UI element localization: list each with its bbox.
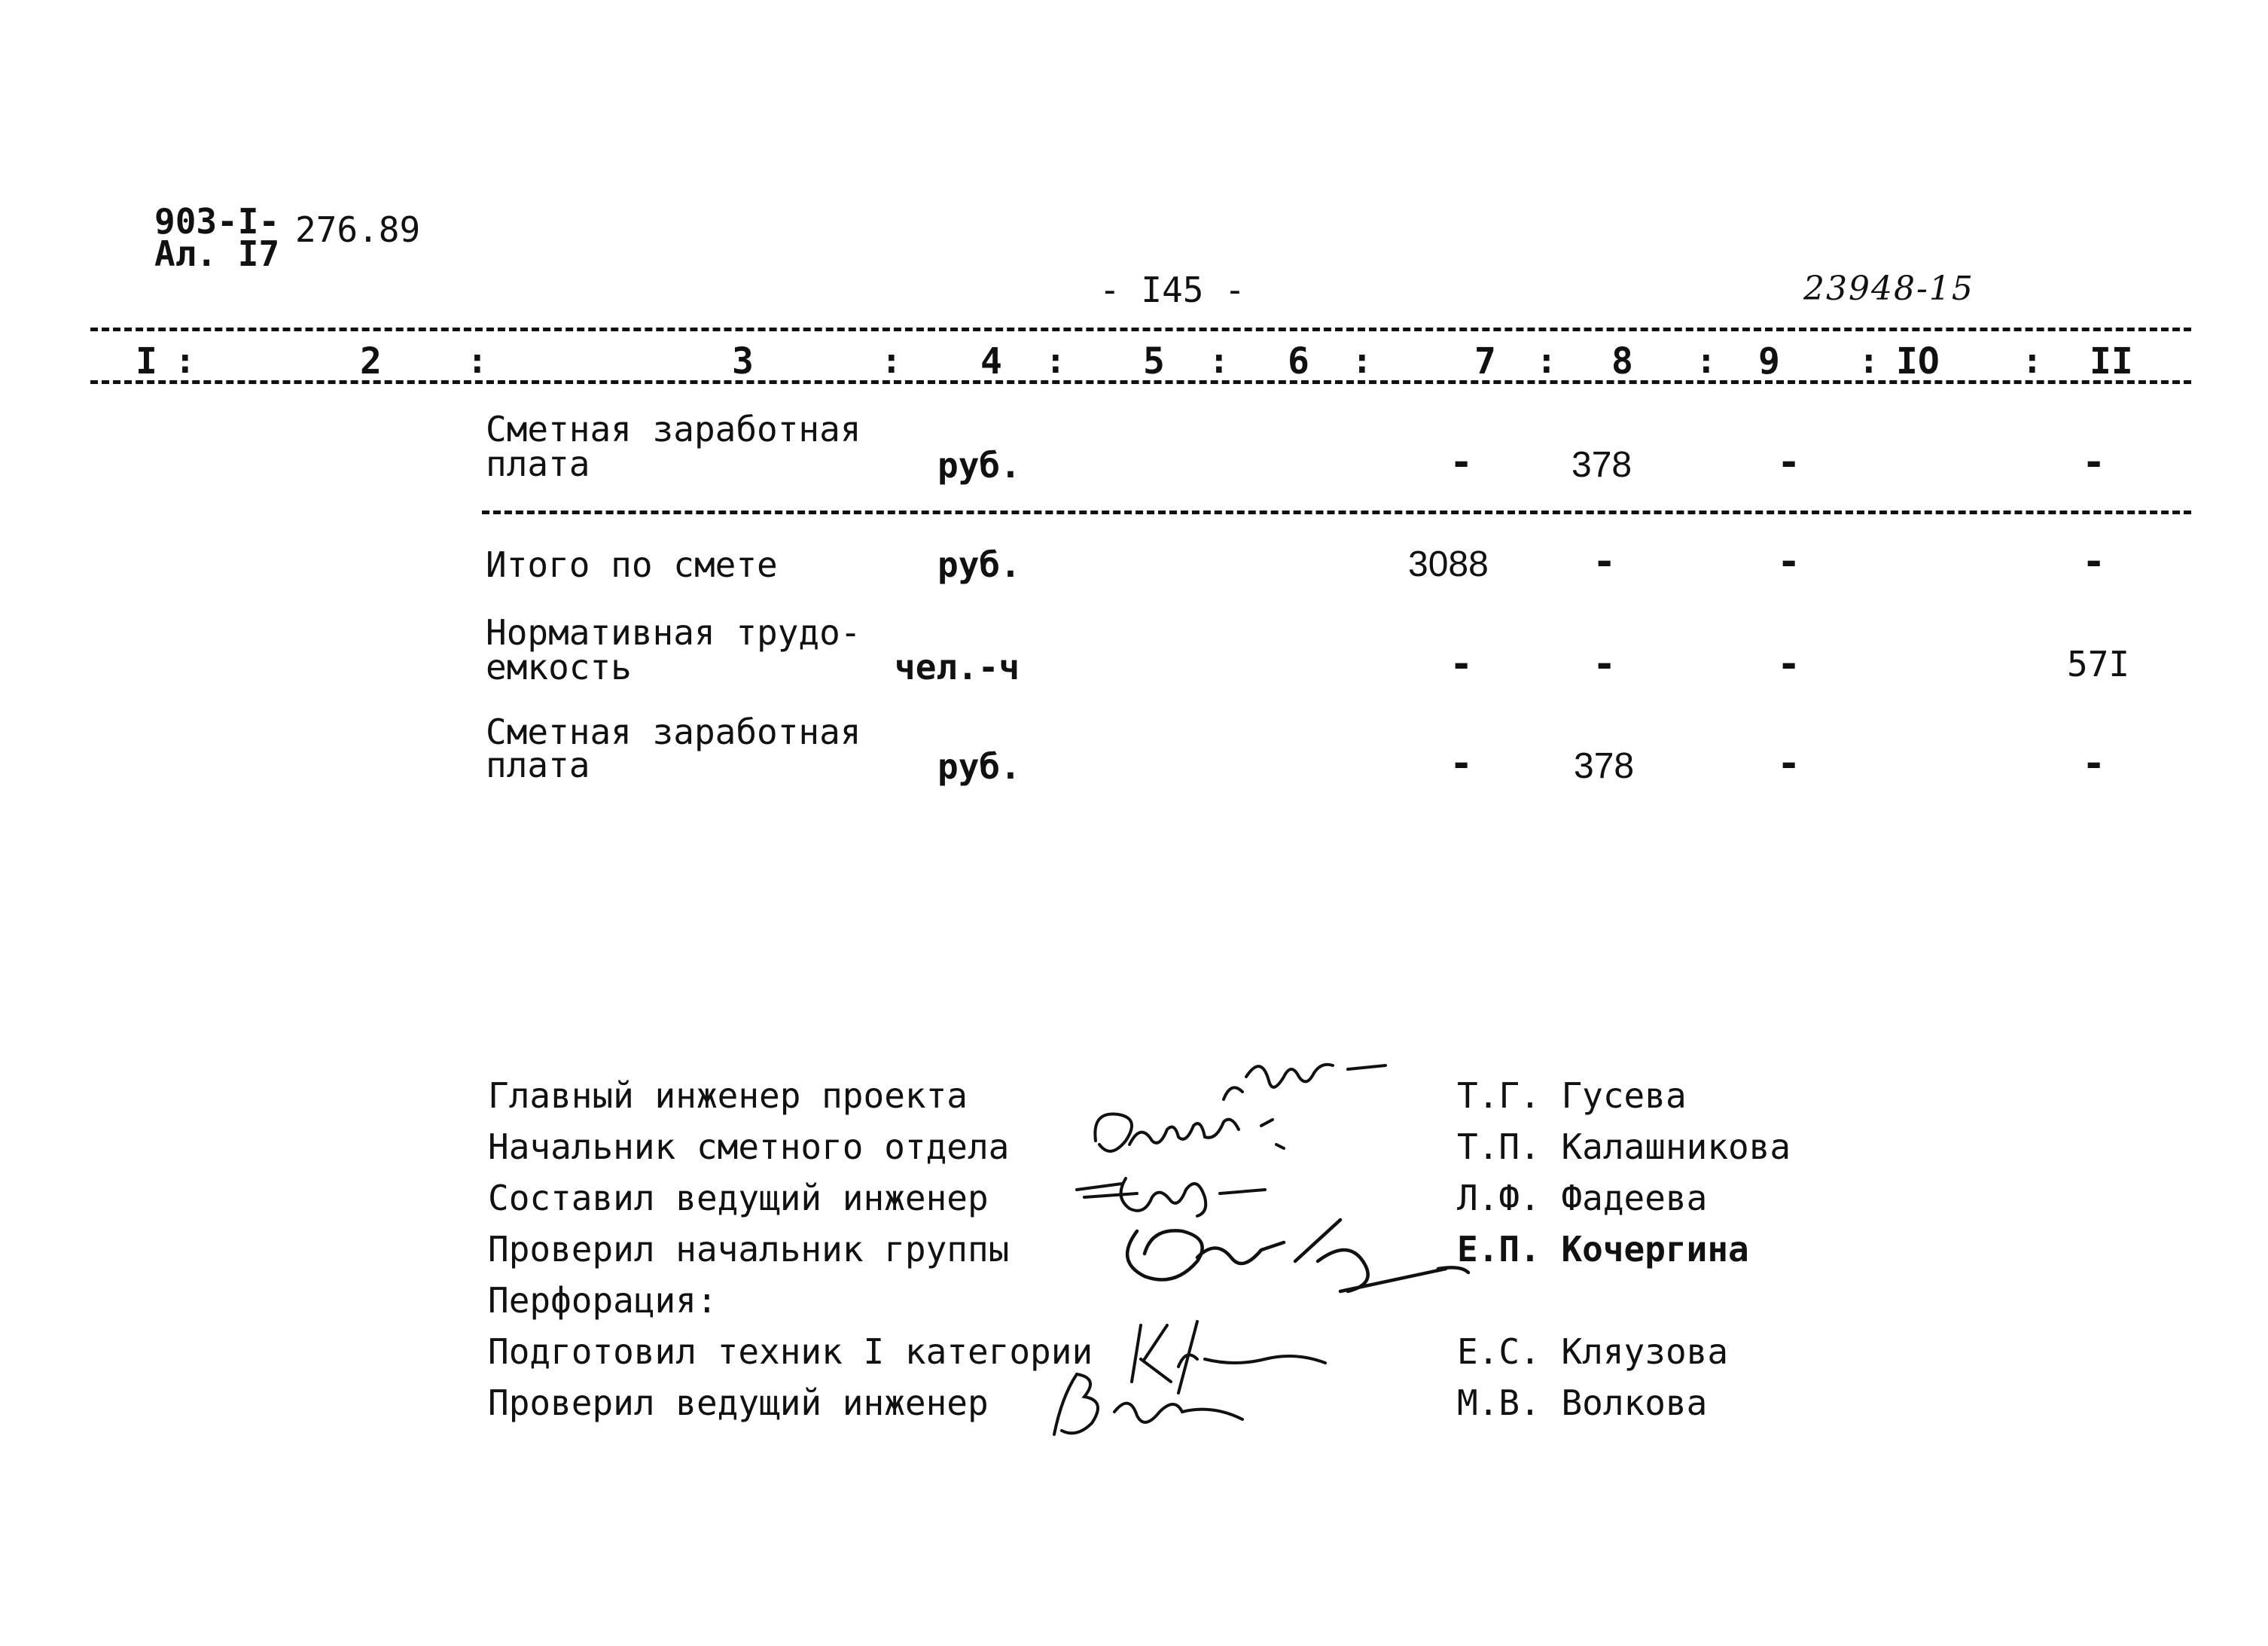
archive-number: 23948-15 [1803,270,1974,308]
sheet-label: Ал. I7 [154,233,280,274]
col-sep: : [1696,340,1717,381]
page-number: - I45 - [1099,270,1245,310]
col-6: 6 [1288,340,1309,383]
col-4: 4 [980,340,1002,383]
col-sep: : [1352,340,1373,381]
row-col9: - [1777,642,1801,687]
table-top-rule [90,328,2191,331]
signature-role: Начальник сметного отдела [488,1126,1010,1167]
handwritten-signature-4 [1114,1216,1491,1306]
row-col8: 378 [1574,746,1635,786]
signature-name: Т.П. Калашникова [1457,1126,1791,1167]
col-11: II [2090,340,2133,383]
row-col11: - [2082,539,2106,584]
row-col7: - [1450,440,1474,485]
row-col9: - [1777,440,1801,485]
handwritten-signature-7 [1043,1367,1269,1442]
row-name-line: плата [486,745,590,785]
row-name-line: Сметная заработная [486,712,861,752]
col-sep: : [1045,340,1066,381]
col-2: 2 [360,340,382,383]
col-10: IO [1896,340,1940,383]
signature-role: Подготовил техник I категории [488,1331,1093,1372]
document-code-number: 276.89 [295,209,421,250]
row-col9: - [1777,741,1801,786]
signature-name: Т.Г. Гусева [1457,1075,1687,1116]
col-sep: : [1536,340,1557,381]
row-col11: 57I [2067,644,2130,684]
row-name-line: плата [486,444,590,484]
row-col7: - [1450,741,1474,786]
row-col8: 378 [1571,445,1632,485]
col-8: 8 [1611,340,1633,383]
col-sep: : [1858,340,1879,381]
col-sep: : [467,340,488,381]
signature-role: Главный инженер проекта [488,1075,968,1116]
row-name-line: Сметная заработная [486,409,861,450]
col-7: 7 [1474,340,1496,383]
row-col8: - [1593,539,1617,584]
row-col7: 3088 [1408,544,1489,584]
signature-name: Л.Ф. Фадеева [1457,1178,1708,1218]
row-name-line: емкость [486,647,632,687]
col-3: 3 [732,340,754,383]
col-1: I [136,340,157,383]
signature-name: Е.П. Кочергина [1457,1229,1749,1270]
row-col11: - [2082,440,2106,485]
signature-role: Проверил ведущий инженер [488,1382,989,1423]
row-col7: - [1450,642,1474,687]
row-unit: руб. [937,544,1021,585]
col-5: 5 [1143,340,1165,383]
handwritten-signature-2 [1088,1099,1314,1167]
document-code: 903-I- [154,201,280,242]
signature-name: Е.С. Кляузова [1457,1331,1729,1372]
row-col9: - [1777,539,1801,584]
row-name-line: Нормативная трудо- [486,612,861,653]
col-sep: : [2022,340,2043,381]
row-unit: руб. [937,445,1021,486]
col-sep: : [175,340,196,381]
row-col11: - [2082,741,2106,786]
col-sep: : [1209,340,1230,381]
row-name-line: Итого по смете [486,544,778,585]
row-unit: руб. [937,746,1021,787]
signature-role: Перфорация: [488,1280,718,1321]
col-9: 9 [1758,340,1780,383]
signature-role: Проверил начальник группы [488,1229,1010,1270]
row-col8: - [1593,642,1617,687]
handwritten-signature-3 [1069,1163,1310,1224]
signature-name: М.В. Волкова [1457,1382,1708,1423]
subtotal-rule [482,511,2191,514]
signature-role: Составил ведущий инженер [488,1178,989,1218]
row-unit: чел.-ч [895,647,1020,687]
col-sep: : [881,340,902,381]
